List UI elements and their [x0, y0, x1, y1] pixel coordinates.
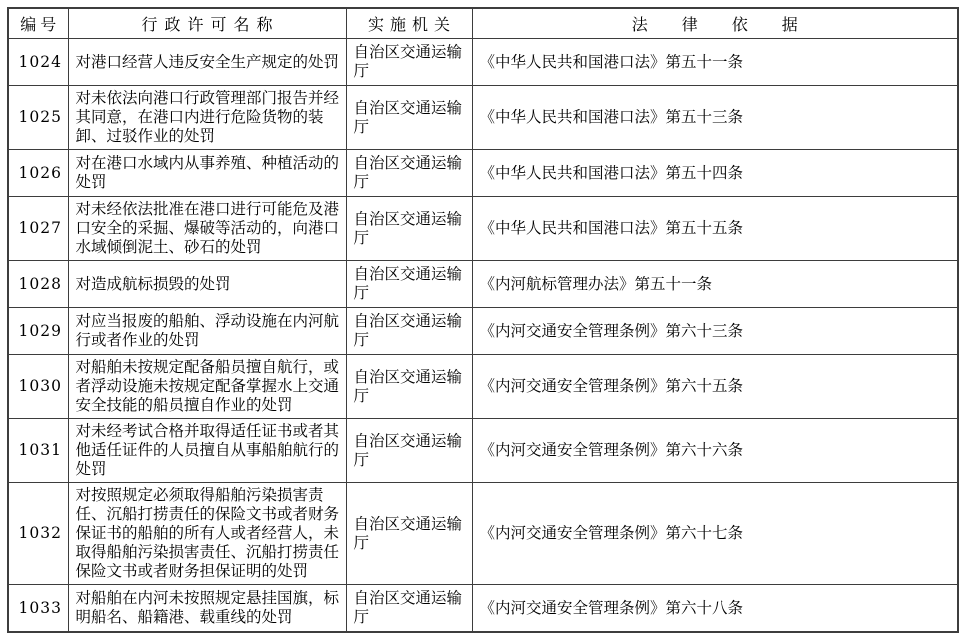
cell-legal-basis: 《内河交通安全管理条例》第六十五条 [472, 355, 958, 419]
table-row [8, 585, 958, 633]
cell-legal-basis: 《内河交通安全管理条例》第六十六条 [472, 419, 958, 483]
table-header [8, 8, 958, 39]
table-header-row [8, 8, 958, 39]
table-row [8, 483, 958, 585]
permits-table-container [7, 7, 959, 633]
cell-permit-name: 对未经依法批准在港口进行可能危及港口安全的采掘、爆破等活动的，向港口水域倾倒泥土、砂石的处罚 [68, 197, 346, 261]
header-permit-name: 行政许可名称 [68, 8, 346, 39]
table-row [8, 355, 958, 419]
cell-id: 1031 [8, 419, 68, 483]
cell-permit-name: 对未依法向港口行政管理部门报告并经其同意，在港口内进行危险货物的装卸、过驳作业的处罚 [68, 86, 346, 150]
cell-id: 1026 [8, 150, 68, 197]
cell-agency: 自治区交通运输厅 [346, 355, 472, 419]
cell-permit-name: 对应当报废的船舶、浮动设施在内河航行或者作业的处罚 [68, 308, 346, 355]
cell-permit-name: 对造成航标损毁的处罚 [68, 261, 346, 308]
cell-agency: 自治区交通运输厅 [346, 308, 472, 355]
cell-id: 1030 [8, 355, 68, 419]
table-row [8, 308, 958, 355]
cell-legal-basis: 《内河交通安全管理条例》第六十三条 [472, 308, 958, 355]
cell-id: 1024 [8, 39, 68, 86]
cell-agency: 自治区交通运输厅 [346, 197, 472, 261]
table-row [8, 150, 958, 197]
table-body [8, 39, 958, 633]
cell-legal-basis: 《中华人民共和国港口法》第五十四条 [472, 150, 958, 197]
permits-table [7, 7, 959, 633]
cell-permit-name: 对未经考试合格并取得适任证书或者其他适任证件的人员擅自从事船舶航行的处罚 [68, 419, 346, 483]
cell-legal-basis: 《内河航标管理办法》第五十一条 [472, 261, 958, 308]
header-id: 编号 [8, 8, 68, 39]
cell-legal-basis: 《中华人民共和国港口法》第五十五条 [472, 197, 958, 261]
cell-legal-basis: 《中华人民共和国港口法》第五十一条 [472, 39, 958, 86]
cell-agency: 自治区交通运输厅 [346, 86, 472, 150]
cell-id: 1032 [8, 483, 68, 585]
cell-id: 1027 [8, 197, 68, 261]
table-row [8, 419, 958, 483]
table-row [8, 86, 958, 150]
cell-id: 1029 [8, 308, 68, 355]
table-row [8, 197, 958, 261]
cell-permit-name: 对船舶在内河未按照规定悬挂国旗，标明船名、船籍港、载重线的处罚 [68, 585, 346, 633]
cell-permit-name: 对按照规定必须取得船舶污染损害责任、沉船打捞责任的保险文书或者财务保证书的船舶的所有人或者经营人，未取得船舶污染损害责任、沉船打捞责任保险文书或者财务担保证明的处罚 [68, 483, 346, 585]
table-row [8, 39, 958, 86]
cell-legal-basis: 《内河交通安全管理条例》第六十七条 [472, 483, 958, 585]
header-agency: 实施机关 [346, 8, 472, 39]
cell-permit-name: 对港口经营人违反安全生产规定的处罚 [68, 39, 346, 86]
cell-agency: 自治区交通运输厅 [346, 483, 472, 585]
cell-permit-name: 对船舶未按规定配备船员擅自航行，或者浮动设施未按规定配备掌握水上交通安全技能的船员擅自作业的处罚 [68, 355, 346, 419]
cell-permit-name: 对在港口水域内从事养殖、种植活动的处罚 [68, 150, 346, 197]
cell-legal-basis: 《内河交通安全管理条例》第六十八条 [472, 585, 958, 633]
cell-agency: 自治区交通运输厅 [346, 585, 472, 633]
cell-agency: 自治区交通运输厅 [346, 39, 472, 86]
cell-agency: 自治区交通运输厅 [346, 419, 472, 483]
cell-agency: 自治区交通运输厅 [346, 150, 472, 197]
cell-legal-basis: 《中华人民共和国港口法》第五十三条 [472, 86, 958, 150]
cell-id: 1033 [8, 585, 68, 633]
cell-id: 1025 [8, 86, 68, 150]
cell-agency: 自治区交通运输厅 [346, 261, 472, 308]
header-legal-basis: 法律依据 [472, 8, 958, 39]
cell-id: 1028 [8, 261, 68, 308]
table-row [8, 261, 958, 308]
